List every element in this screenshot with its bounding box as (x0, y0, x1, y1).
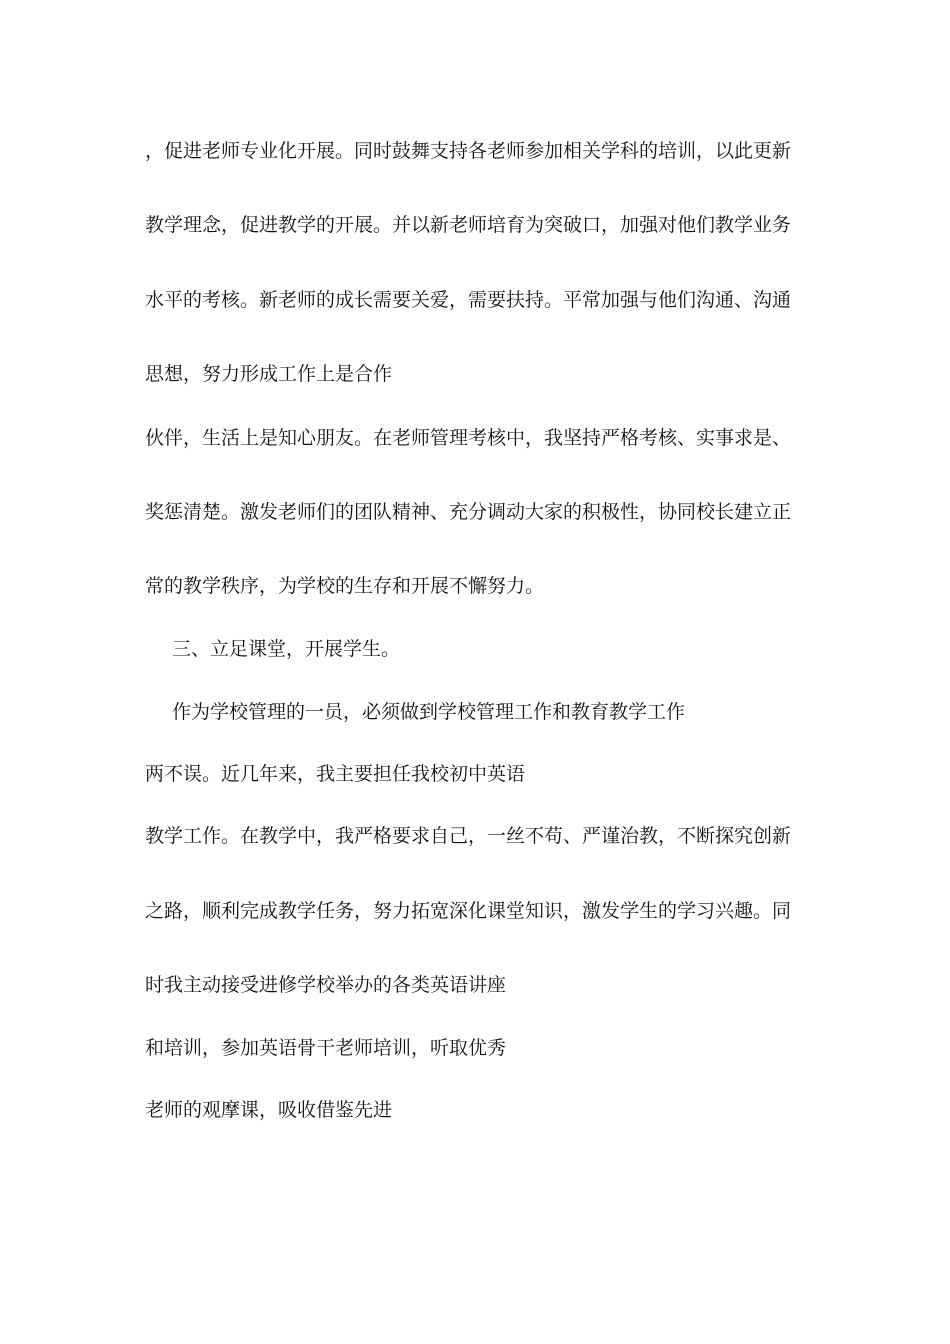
section-heading: 三、立足课堂，开展学生。 (172, 638, 401, 660)
paragraph-line-11: 教学工作。在教学中，我严格要求自己，一丝不苟、严谨治教，不断探究创新 (145, 825, 792, 847)
paragraph-line-5: 伙伴，生活上是知心朋友。在老师管理考核中，我坚持严格考核、实事求是、 (145, 427, 792, 449)
paragraph-line-12: 之路，顺利完成教学任务，努力拓宽深化课堂知识，激发学生的学习兴趣。同 (145, 900, 792, 922)
paragraph-line-2: 教学理念，促进教学的开展。并以新老师培育为突破口，加强对他们教学业务 (145, 214, 792, 236)
paragraph-line-6: 奖惩清楚。激发老师们的团队精神、充分调动大家的积极性，协同校长建立正 (145, 501, 792, 523)
paragraph-line-7: 常的教学秩序，为学校的生存和开展不懈努力。 (145, 575, 545, 597)
paragraph-line-4: 思想，努力形成工作上是合作 (145, 363, 393, 385)
paragraph-line-1: ，促进老师专业化开展。同时鼓舞支持各老师参加相关学科的培训，以此更新 (145, 140, 792, 162)
paragraph-line-14: 和培训，参加英语骨干老师培训，听取优秀 (145, 1037, 507, 1059)
paragraph-line-10: 两不误。近几年来，我主要担任我校初中英语 (145, 763, 526, 785)
paragraph-line-13: 时我主动接受进修学校举办的各类英语讲座 (145, 974, 507, 996)
paragraph-line-9: 作为学校管理的一员，必须做到学校管理工作和教育教学工作 (172, 701, 686, 723)
paragraph-line-15: 老师的观摩课，吸收借鉴先进 (145, 1099, 393, 1121)
paragraph-line-3: 水平的考核。新老师的成长需要关爱，需要扶持。平常加强与他们沟通、沟通 (145, 289, 792, 311)
